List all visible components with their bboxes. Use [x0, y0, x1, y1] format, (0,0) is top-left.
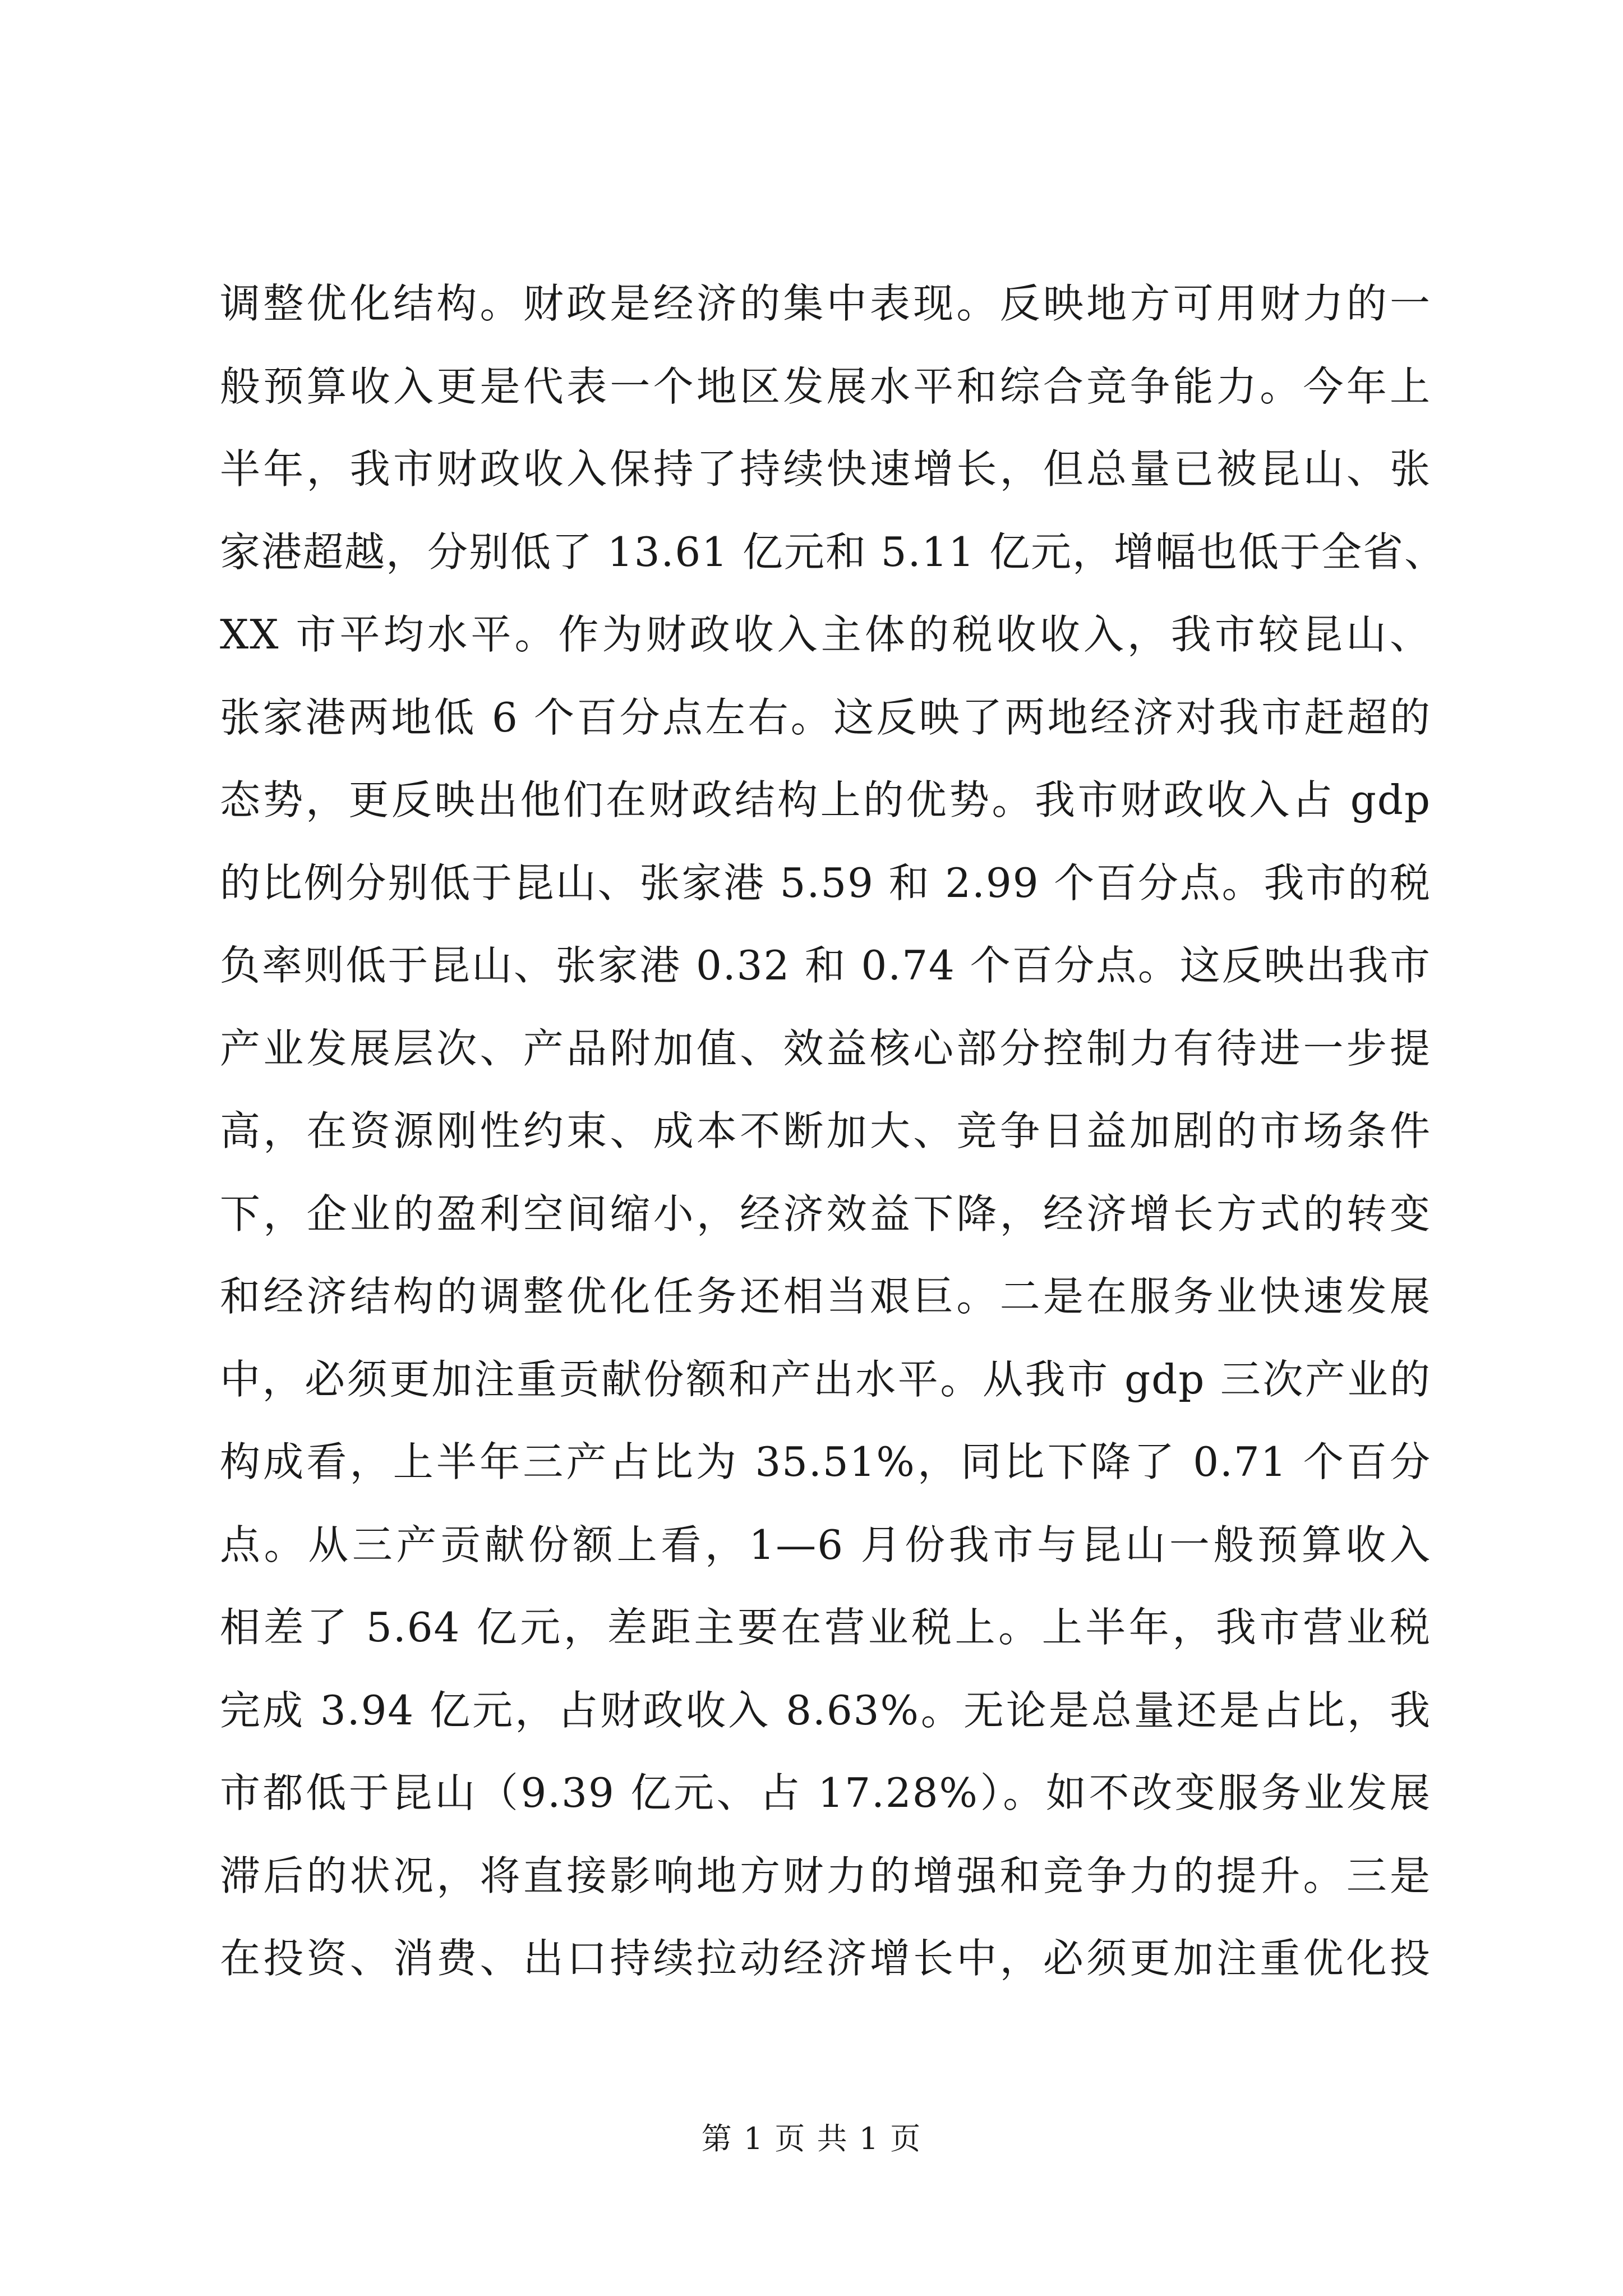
body-text [220, 263, 1446, 2000]
text-line: 中，必须更加注重贡献份额和产出水平。从我市 gdp 三次产业的 [220, 1355, 1431, 1403]
text-line: 负率则低于昆山、张家港 0.32 和 0.74 个百分点。这反映出我市 [220, 942, 1431, 989]
text-line: 态势，更反映出他们在财政结构上的优势。我市财政收入占 gdp [220, 776, 1431, 823]
text-line: 调整优化结构。财政是经济的集中表现。反映地方可用财力的一 [220, 280, 1431, 327]
text-line: 的比例分别低于昆山、张家港 5.59 和 2.99 个百分点。我市的税 [220, 859, 1431, 907]
text-line: 在投资、消费、出口持续拉动经济增长中，必须更加注重优化投 [220, 1935, 1431, 1982]
text-line: XX 市平均水平。作为财政收入主体的税收收入，我市较昆山、 [220, 611, 1431, 658]
text-line: 家港超越，分别低了 13.61 亿元和 5.11 亿元，增幅也低于全省、 [220, 528, 1446, 576]
text-line: 产业发展层次、产品附加值、效益核心部分控制力有待进一步提 [220, 1024, 1431, 1072]
text-line: 高，在资源刚性约束、成本不断加大、竞争日益加剧的市场条件 [220, 1107, 1431, 1154]
text-line: 滞后的状况，将直接影响地方财力的增强和竞争力的提升。三是 [220, 1852, 1431, 1899]
text-line: 半年，我市财政收入保持了持续快速增长，但总量已被昆山、张 [220, 445, 1431, 493]
text-line: 市都低于昆山（9.39 亿元、占 17.28%）。如不改变服务业发展 [220, 1769, 1431, 1816]
page-footer [0, 2119, 1623, 2159]
text-line: 点。从三产贡献份额上看，1—6 月份我市与昆山一般预算收入 [220, 1521, 1431, 1568]
text-line: 下，企业的盈利空间缩小，经济效益下降，经济增长方式的转变 [220, 1190, 1431, 1237]
text-line: 般预算收入更是代表一个地区发展水平和综合竞争能力。今年上 [220, 362, 1431, 410]
text-line: 完成 3.94 亿元，占财政收入 8.63%。无论是总量还是占比，我 [220, 1686, 1431, 1734]
text-line: 和经济结构的调整优化任务还相当艰巨。二是在服务业快速发展 [220, 1273, 1431, 1320]
page-number-label: 第 1 页 共 1 页 [701, 2121, 922, 2156]
text-line: 张家港两地低 6 个百分点左右。这反映了两地经济对我市赶超的 [220, 693, 1431, 741]
text-line: 构成看，上半年三产占比为 35.51%，同比下降了 0.71 个百分 [220, 1438, 1431, 1485]
text-line: 相差了 5.64 亿元，差距主要在营业税上。上半年，我市营业税 [220, 1604, 1431, 1651]
